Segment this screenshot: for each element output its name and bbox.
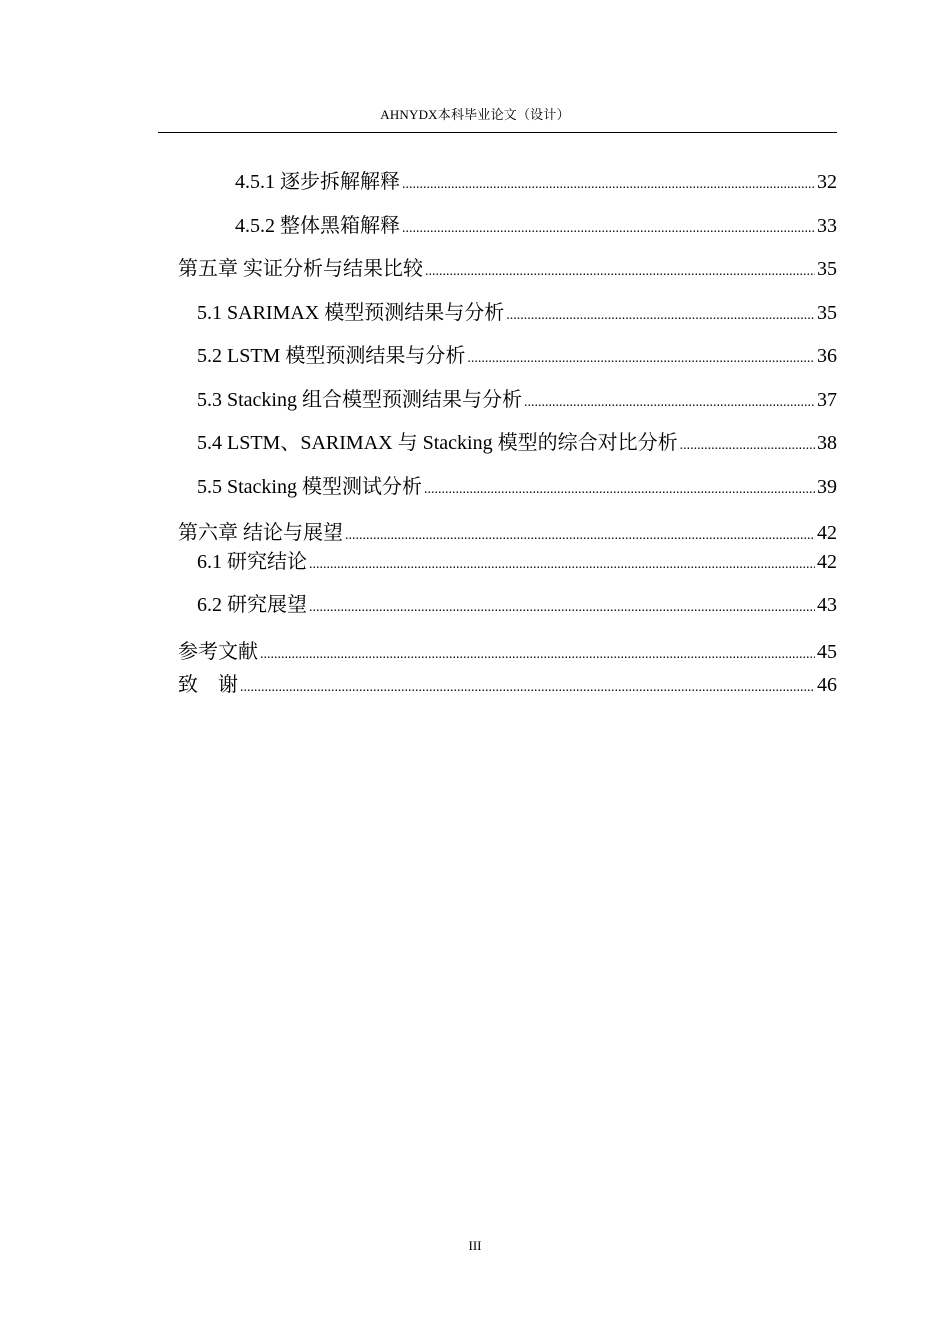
toc-page-number: 43 [817,594,837,616]
toc-entry-6-1[interactable] [197,550,837,574]
toc-entry-label: 第六章 结论与展望 [178,522,343,544]
leader-dots [240,679,815,697]
leader-dots [260,646,815,664]
toc-entry-label: 5.2 LSTM 模型预测结果与分析 [197,345,466,367]
leader-dots [506,307,815,325]
toc-entry-label: 4.5.1 逐步拆解解释 [235,171,400,193]
leader-dots [309,599,815,617]
toc-entry-references[interactable] [178,640,837,664]
leader-dots [424,481,815,499]
toc-page-number: 42 [817,522,837,544]
running-header: AHNYDX本科毕业论文（设计） [380,107,570,122]
leader-dots [467,350,815,368]
toc-page-number: 39 [817,476,837,498]
toc-page-number: 32 [817,171,837,193]
toc-entry-acknowledgements[interactable] [178,673,837,697]
toc-entry-label: 5.3 Stacking 组合模型预测结果与分析 [197,389,522,411]
leader-dots [309,556,815,574]
toc-entry-4-5-1[interactable] [235,170,837,194]
toc-page-number: 33 [817,215,837,237]
toc-page-number: 36 [817,345,837,367]
toc-entry-label: 第五章 实证分析与结果比较 [178,258,423,280]
toc-page-number: 42 [817,551,837,573]
leader-dots [345,527,815,545]
toc-entry-label: 5.5 Stacking 模型测试分析 [197,476,422,498]
toc-page-number: 45 [817,641,837,663]
toc-entry-5-5[interactable] [197,475,837,499]
leader-dots [680,437,815,455]
toc-page-number: 35 [817,302,837,324]
leader-dots [425,263,815,281]
toc-entry-label: 参考文献 [178,641,258,663]
toc-entry-label: 5.1 SARIMAX 模型预测结果与分析 [197,302,505,324]
toc-page-number: 35 [817,258,837,280]
toc-page-number: 46 [817,674,837,696]
toc-entry-label: 6.2 研究展望 [197,594,307,616]
toc-entry-chapter-6[interactable] [178,521,837,545]
toc-entry-6-2[interactable] [197,593,837,617]
toc-entry-5-4[interactable] [197,431,837,455]
toc-entry-label: 4.5.2 整体黑箱解释 [235,215,400,237]
toc-entry-chapter-5[interactable] [178,257,837,281]
toc-entry-5-2[interactable] [197,344,837,368]
toc-entry-5-3[interactable] [197,388,837,412]
toc-page-number: 37 [817,389,837,411]
leader-dots [524,394,815,412]
toc-entry-label: 致 谢 [178,674,238,696]
toc-entry-5-1[interactable] [197,301,837,325]
toc-page-number: 38 [817,432,837,454]
leader-dots [402,220,815,238]
page-number: III [468,1238,482,1253]
header-rule [158,132,837,133]
toc-entry-label: 5.4 LSTM、SARIMAX 与 Stacking 模型的综合对比分析 [197,432,678,454]
toc-entry-label: 6.1 研究结论 [197,551,307,573]
toc-entry-4-5-2[interactable] [235,214,837,238]
leader-dots [402,176,815,194]
